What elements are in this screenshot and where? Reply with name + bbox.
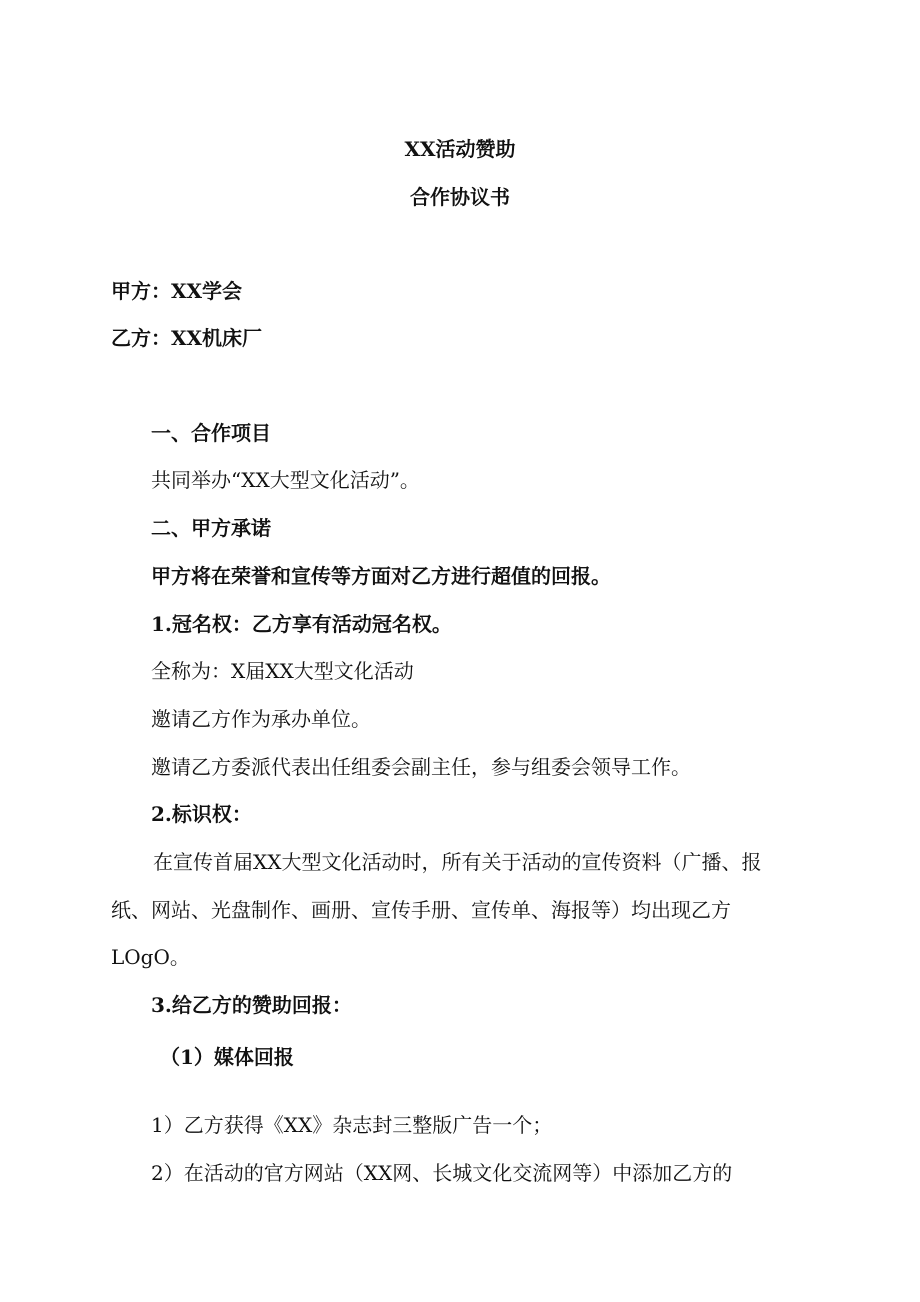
media-return-item-1: 1）乙方获得《XX》杂志封三整版广告一个； xyxy=(151,1113,553,1137)
item-3-heading: 3.给乙方的赞助回报： xyxy=(151,993,352,1017)
party-a: 甲方：XX学会 xyxy=(111,279,243,303)
item-1-heading: 1.冠名权：乙方享有活动冠名权。 xyxy=(151,612,452,636)
section-1-body: 共同举办“XX大型文化活动”。 xyxy=(151,468,420,492)
item-1-line-1: 全称为：X届XX大型文化活动 xyxy=(151,659,414,683)
item-1-line-2: 邀请乙方作为承办单位。 xyxy=(151,707,371,731)
media-return-heading: （1）媒体回报 xyxy=(160,1045,294,1069)
section-1-heading: 一、合作项目 xyxy=(151,421,271,445)
item-2-paragraph-line-3: LOgO。 xyxy=(111,945,190,969)
item-2-heading: 2.标识权： xyxy=(151,802,252,826)
document-title: XX活动赞助 xyxy=(404,137,516,161)
item-2-paragraph-line-2: 纸、网站、光盘制作、画册、宣传手册、宣传单、海报等）均出现乙方 xyxy=(111,898,731,922)
media-return-item-2: 2）在活动的官方网站（XX网、长城文化交流网等）中添加乙方的 xyxy=(151,1161,733,1185)
item-1-line-3: 邀请乙方委派代表出任组委会副主任，参与组委会领导工作。 xyxy=(151,755,691,779)
party-b: 乙方：XX机床厂 xyxy=(111,326,263,350)
document-subtitle: 合作协议书 xyxy=(410,185,510,209)
section-2-heading: 二、甲方承诺 xyxy=(151,516,271,540)
section-2-intro: 甲方将在荣誉和宣传等方面对乙方进行超值的回报。 xyxy=(151,564,611,588)
item-2-paragraph-line-1: 在宣传首届XX大型文化活动时，所有关于活动的宣传资料（广播、报 xyxy=(153,850,762,874)
